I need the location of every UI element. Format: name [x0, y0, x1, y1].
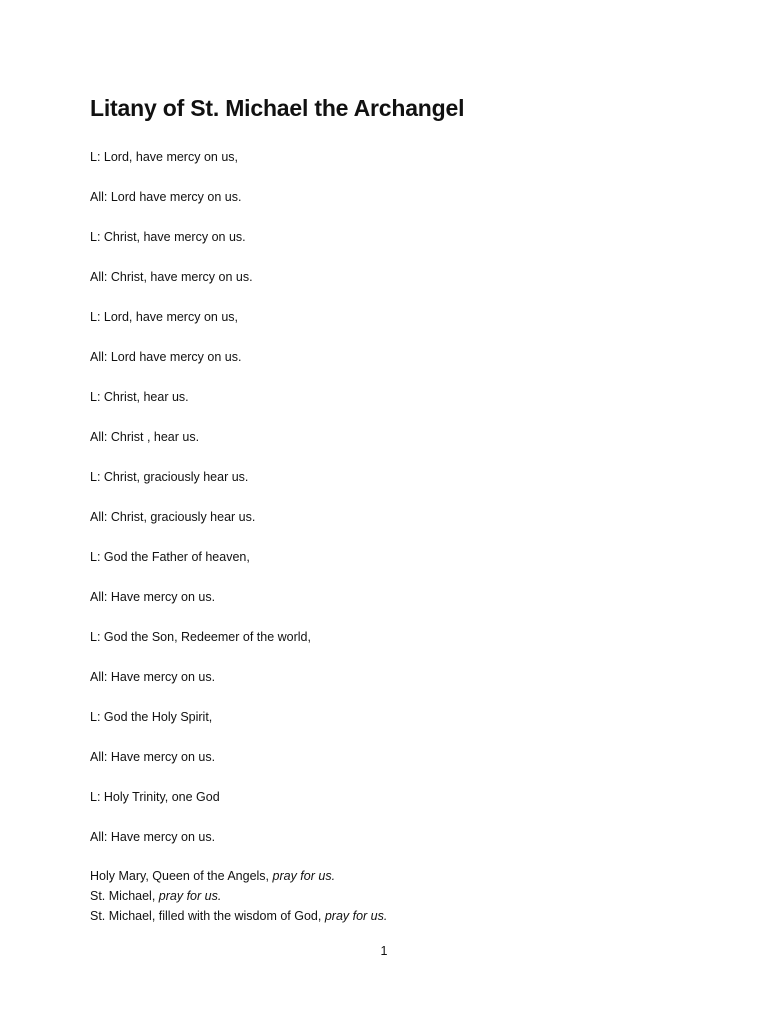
litany-line: L: Christ, have mercy on us.	[90, 230, 246, 244]
litany-line: L: Christ, graciously hear us.	[90, 470, 249, 484]
invocation-line	[90, 886, 387, 906]
document-title: Litany of St. Michael the Archangel	[90, 95, 465, 121]
litany-line: L: Lord, have mercy on us,	[90, 310, 238, 324]
litany-line: All: Have mercy on us.	[90, 670, 216, 684]
invocation-text: St. Michael, filled with the wisdom of God,	[90, 909, 325, 923]
litany-line: All: Have mercy on us.	[90, 750, 216, 764]
invocation-line	[90, 906, 387, 926]
litany-line: L: Christ, hear us.	[90, 390, 189, 404]
litany-line: L: Holy Trinity, one God	[90, 790, 220, 804]
litany-line: All: Have mercy on us.	[90, 830, 216, 844]
litany-line: L: God the Son, Redeemer of the world,	[90, 630, 311, 644]
litany-lines	[90, 147, 311, 867]
invocation-text: Holy Mary, Queen of the Angels,	[90, 869, 273, 883]
litany-line: All: Lord have mercy on us.	[90, 350, 242, 364]
invocation-response: pray for us.	[272, 869, 336, 883]
litany-line: L: God the Holy Spirit,	[90, 710, 213, 724]
litany-line: All: Christ, graciously hear us.	[90, 510, 256, 524]
litany-line: All: Lord have mercy on us.	[90, 190, 242, 204]
litany-line: All: Christ , hear us.	[90, 430, 200, 444]
page-number: 1	[380, 944, 388, 958]
invocation-response: pray for us.	[158, 889, 222, 903]
litany-line: All: Have mercy on us.	[90, 590, 216, 604]
litany-line: L: God the Father of heaven,	[90, 550, 250, 564]
invocation-text: St. Michael,	[90, 889, 159, 903]
litany-line: L: Lord, have mercy on us,	[90, 150, 238, 164]
invocation-list	[90, 866, 387, 926]
litany-line: All: Christ, have mercy on us.	[90, 270, 253, 284]
invocation-line	[90, 866, 387, 886]
invocation-response: pray for us.	[324, 909, 388, 923]
